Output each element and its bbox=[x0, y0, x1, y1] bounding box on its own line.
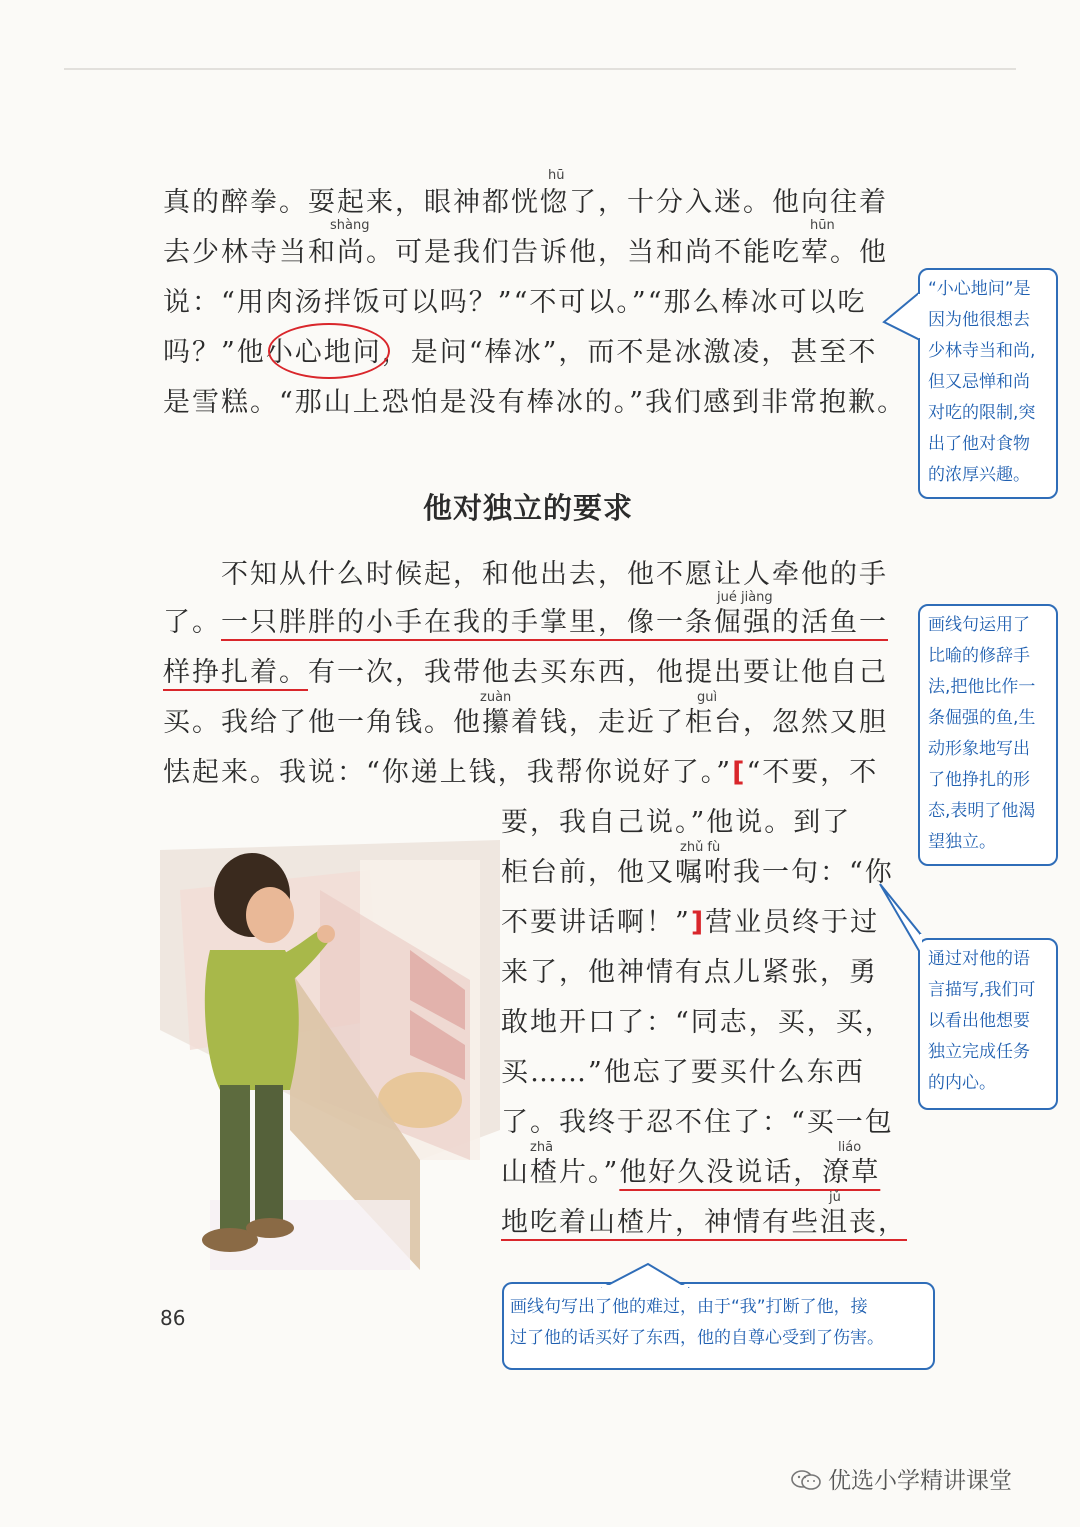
text-line: 要，我自己说。”他说。到了 bbox=[501, 807, 852, 838]
pinyin-zuan: zuàn bbox=[480, 690, 512, 705]
text-line: 敢地开口了：“同志，买，买， bbox=[501, 1007, 894, 1038]
text-line: 样挣扎着。有一次，我带他去买东西，他提出要让他自己 bbox=[163, 657, 888, 688]
wechat-icon bbox=[790, 1469, 822, 1491]
text-line: 山楂片。”他好久没说话，潦草 bbox=[501, 1157, 881, 1188]
pinyin-zhu-fu: zhǔ fù bbox=[680, 840, 721, 855]
pinyin-gui: guì bbox=[697, 690, 718, 705]
top-divider bbox=[64, 68, 1016, 70]
text-line: 了。一只胖胖的小手在我的手掌里，像一条倔强的活鱼一 bbox=[163, 607, 888, 638]
underlined-sentence: 地吃着山楂片，神情有些沮丧， bbox=[501, 1207, 907, 1238]
underlined-sentence: 一只胖胖的小手在我的手掌里，像一条倔强的活鱼一 bbox=[221, 607, 888, 638]
pinyin-shang: shàng bbox=[330, 218, 370, 233]
pinyin-ju: jǔ bbox=[829, 1190, 841, 1205]
text-line: 去少林寺当和尚。可是我们告诉他，当和尚不能吃荤。他 bbox=[163, 237, 888, 268]
annotation-note: 画线句运用了 比喻的修辞手 法,把他比作一 条倔强的鱼,生 动形象地写出 了他挣扎的形 态,表明了他渴 望独立。 bbox=[918, 604, 1058, 866]
watermark bbox=[790, 1462, 1012, 1495]
note-pointer bbox=[880, 290, 920, 350]
text-line bbox=[501, 1206, 907, 1240]
pinyin-hu: hū bbox=[548, 168, 565, 183]
text-line: 了。我终于忍不住了：“买一包 bbox=[501, 1107, 894, 1138]
text-line: 是雪糕。“那山上恐怕是没有棒冰的。”我们感到非常抱歉。 bbox=[163, 387, 907, 418]
pinyin-zha: zhā bbox=[530, 1140, 554, 1155]
pinyin-liao: liáo bbox=[838, 1140, 862, 1155]
annotation-note: “小心地问”是 因为他很想去 少林寺当和尚, 但又忌惮和尚 对吃的限制,突 出了他对食物 的浓厚兴趣。 bbox=[918, 268, 1058, 499]
watermark-text: 优选小学精讲课堂 bbox=[828, 1468, 1012, 1494]
note-pointer bbox=[878, 880, 922, 960]
text-line: 不知从什么时候起，和他出去，他不愿让人牵他的手 bbox=[221, 559, 888, 590]
text-line: 买……”他忘了要买什么东西 bbox=[501, 1057, 865, 1088]
note-pointer bbox=[600, 1262, 690, 1288]
text-line: 怯起来。我说：“你递上钱，我帮你说好了。”[“不要，不 bbox=[163, 757, 879, 788]
text-line: 买。我给了他一角钱。他攥着钱，走近了柜台，忽然又胆 bbox=[163, 707, 888, 738]
section-heading: 他对独立的要求 bbox=[422, 491, 633, 525]
boy-at-counter-illustration bbox=[120, 830, 500, 1290]
pinyin-jue-jiang: jué jiàng bbox=[717, 590, 773, 605]
text-line: 不要讲话啊！”]营业员终于过 bbox=[501, 907, 880, 938]
underlined-sentence: 他好久没说话，潦草 bbox=[619, 1157, 881, 1188]
text-line: 吗？”他小心地问，是问“棒冰”，而不是冰激凌，甚至不 bbox=[163, 337, 878, 368]
red-circle-mark bbox=[265, 323, 390, 379]
pinyin-hun: hūn bbox=[810, 218, 835, 233]
circled-phrase: 小心地问 bbox=[265, 337, 382, 368]
close-bracket: ] bbox=[690, 907, 706, 938]
annotation-note: 画线句写出了他的难过，由于“我”打断了他，接 过了他的话买好了东西，他的自尊心受到了伤害。 bbox=[502, 1282, 935, 1370]
text-line: 来了，他神情有点儿紧张，勇 bbox=[501, 957, 878, 988]
text-line: 柜台前，他又嘱咐我一句：“你 bbox=[501, 857, 894, 888]
page-number: 86 bbox=[160, 1306, 186, 1330]
underlined-sentence: 样挣扎着。 bbox=[163, 657, 308, 688]
text-line: 说：“用肉汤拌饭可以吗？”“不可以。”“那么棒冰可以吃 bbox=[163, 287, 867, 318]
annotation-note: 通过对他的语 言描写,我们可 以看出他想要 独立完成任务 的内心。 bbox=[918, 938, 1058, 1110]
text-line: 真的醉拳。耍起来，眼神都恍惚了，十分入迷。他向往着 bbox=[163, 187, 888, 218]
open-bracket: [ bbox=[732, 757, 747, 788]
